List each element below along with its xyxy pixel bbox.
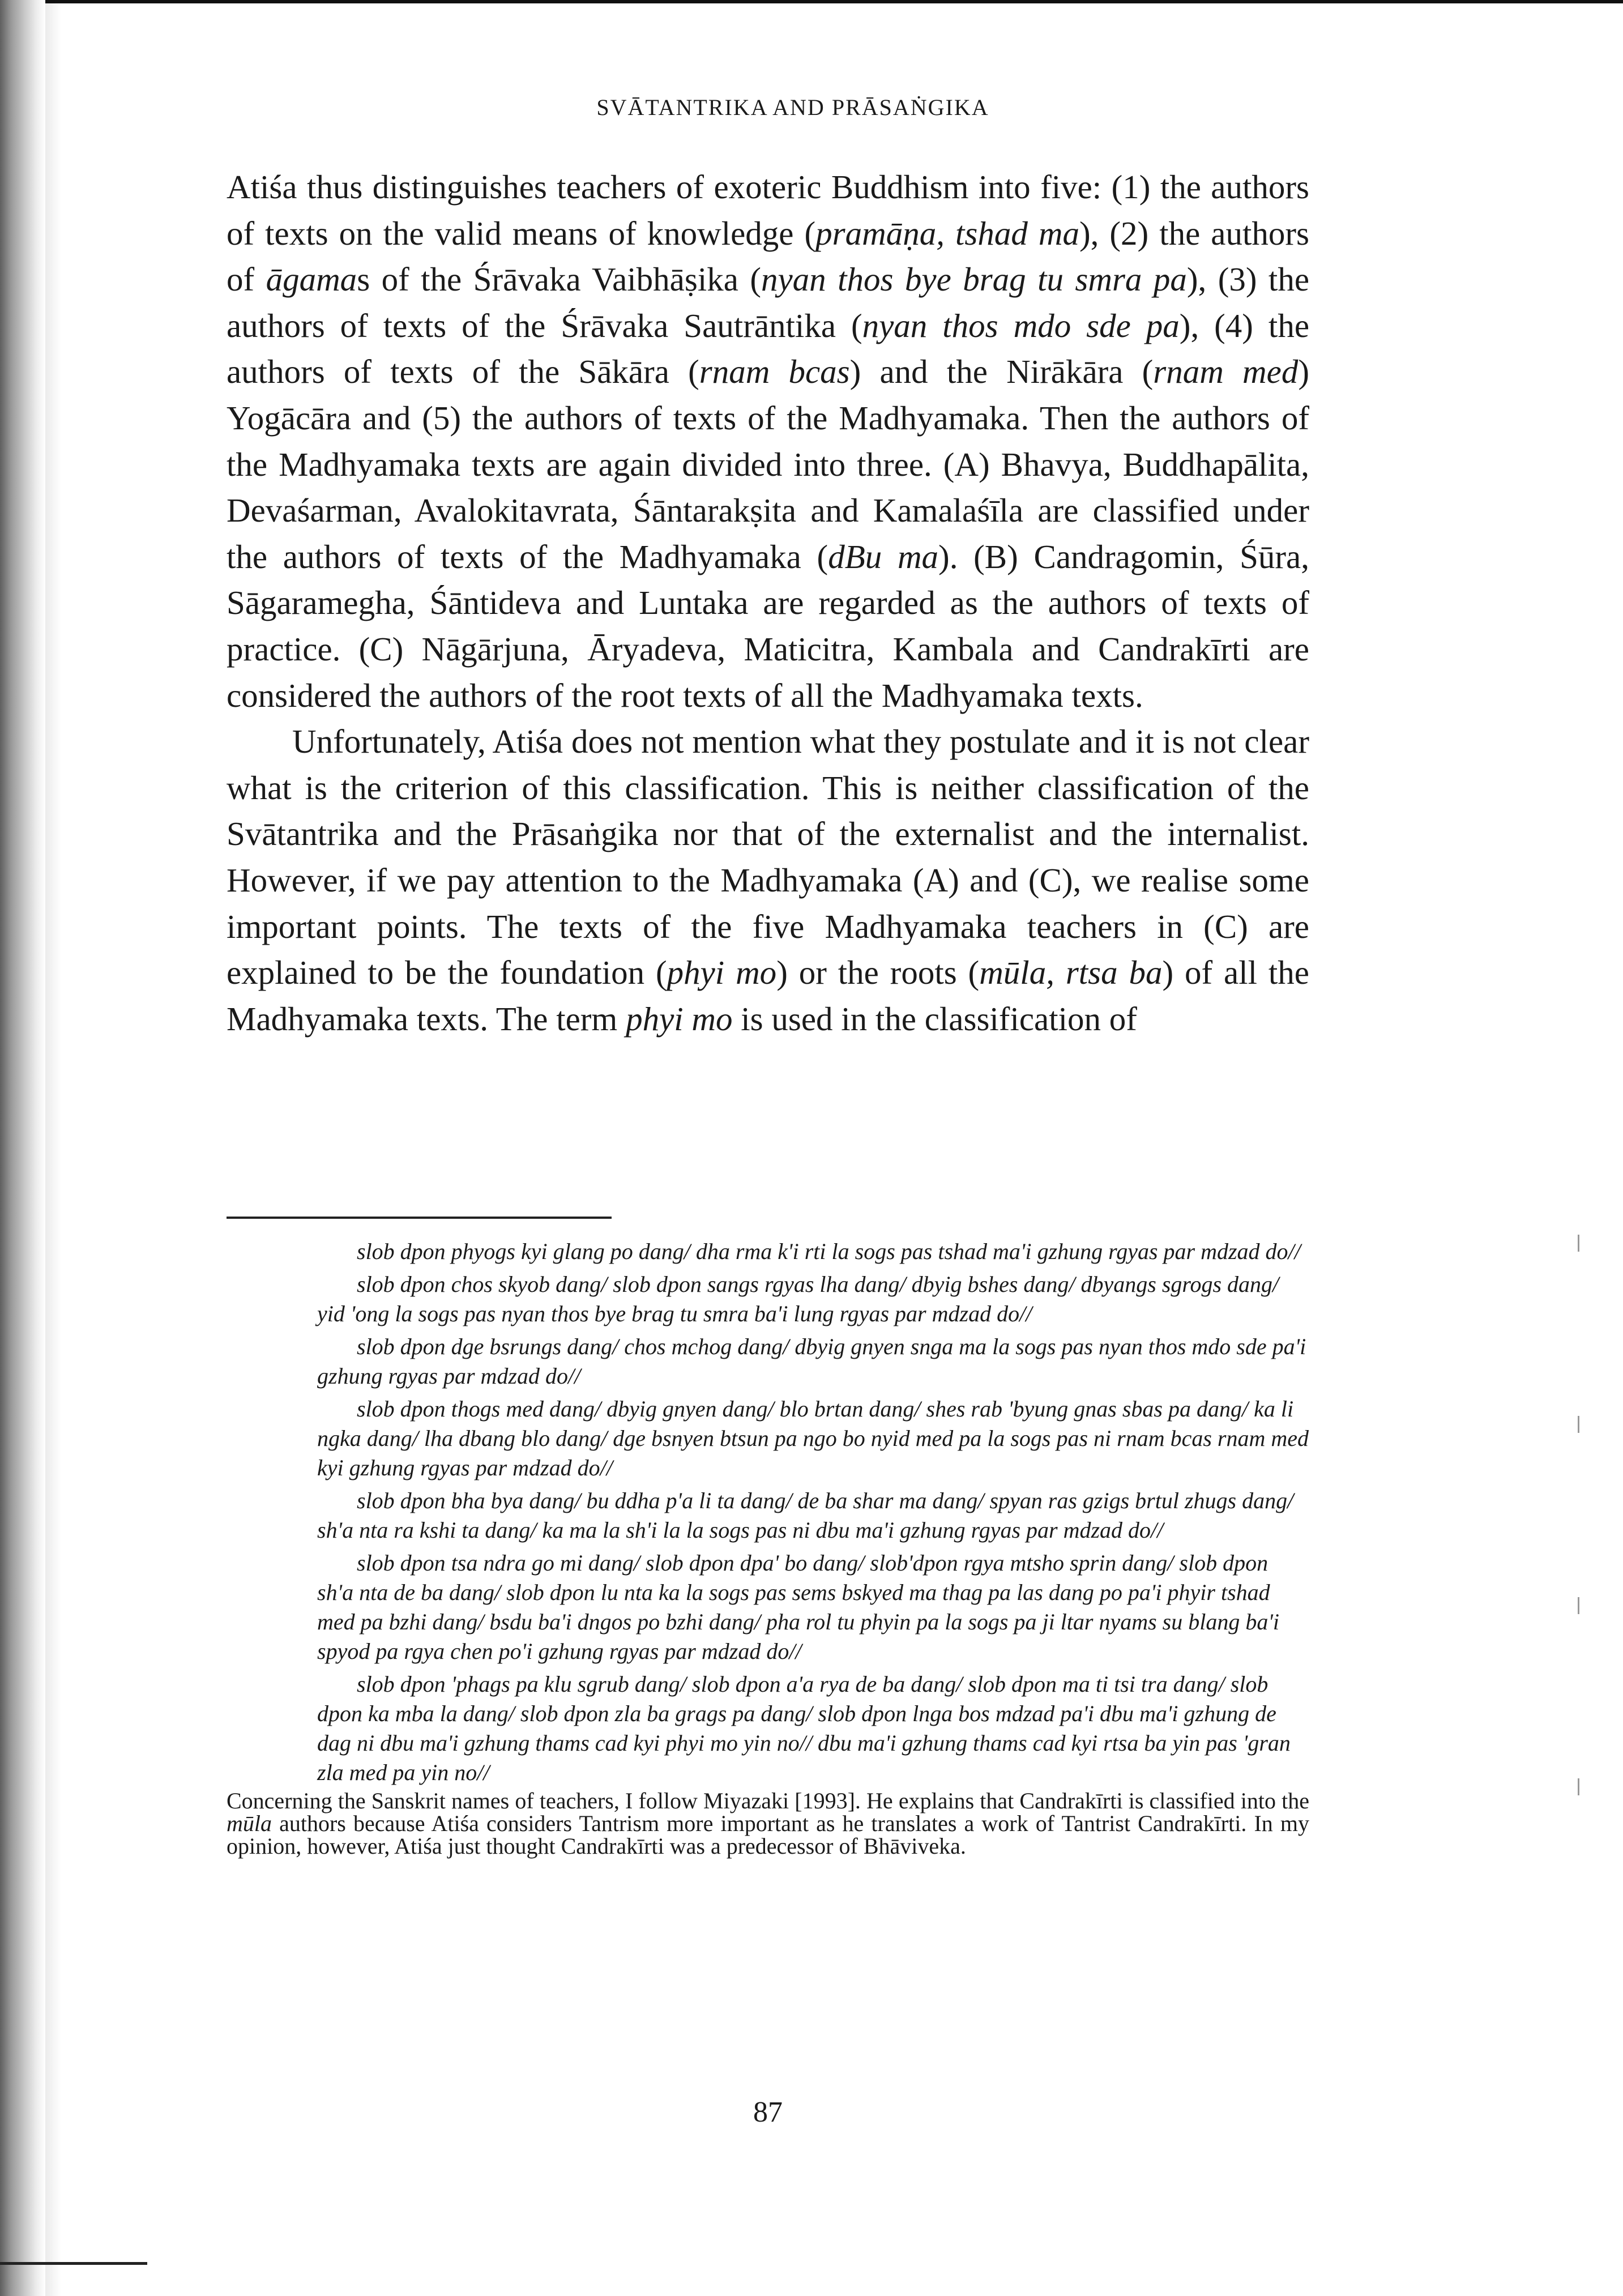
italic-term: nyan thos mdo sde pa bbox=[862, 306, 1180, 344]
italic-term: rnam med bbox=[1153, 353, 1299, 391]
running-head: SVĀTANTRIKA AND PRĀSAṄGIKA bbox=[596, 95, 989, 120]
scan-mark bbox=[1578, 1235, 1579, 1252]
text-run: ). (B) Candragomin, Śūra, Sāgaramegha, Śāntideva and Luntaka are regarded as the authors of texts of practice. (C) Nāgārjuna, Āryadeva, Maticitra, Kambala and Candrakīrti are considered the authors of the root texts of all the Madhyamaka texts. bbox=[227, 537, 1309, 714]
text-run: ), (3) the authors of texts of the Śrāvaka Sautrāntika ( bbox=[227, 261, 1310, 344]
italic-term: mūla bbox=[227, 1811, 272, 1836]
text-run: s of the Śrāvaka Vaibhāṣika ( bbox=[357, 261, 761, 298]
footnote-tibetan-entry: slob dpon phyogs kyi glang po dang/ dha rma k'i rti la sogs pas tshad ma'i gzhung rgyas par mdzad do// bbox=[357, 1239, 1301, 1264]
text-run: Unfortunately, Atiśa does not mention what they postulate and it is not clear what is the criterion of this classification. This is neither classification of the Svātantrika and the Prāsaṅgika nor that of the externalist and the internalist. However, if we pay attention to the Madhyamaka (A) and (C), we realise some important points. The texts of the five Madhyamaka teachers in (C) are explained to be the foundation ( bbox=[227, 723, 1309, 992]
footnote-tibetan-entry: slob dpon tsa ndra go mi dang/ slob dpon dpa' bo dang/ slob'dpon rgya mtsho sprin dang/ slob dpon sh'a nta de ba dang/ slob dpon lu nta ka la sogs pas sems bskyed ma thag pa las dang po pa'i phyir tshad med pa bzhi dang/ bsdu ba'i dngos po bzhi dang/ pha rol tu phyin pa la sogs pa ji ltar nyams su blang ba'i spyod pa rgya chen po'i gzhung rgyas par mdzad do// bbox=[317, 1550, 1280, 1664]
italic-term: dBu ma bbox=[828, 537, 939, 575]
scan-mark bbox=[1578, 1597, 1579, 1614]
page-number: 87 bbox=[753, 2096, 783, 2128]
paragraph-classification bbox=[227, 164, 1309, 719]
text-run: ) or the roots ( bbox=[776, 954, 980, 992]
text-run: ) and the Nirākāra ( bbox=[849, 353, 1154, 391]
italic-term: pramāṇa, tshad ma bbox=[815, 214, 1079, 252]
footnote-tibetan-entry: slob dpon 'phags pa klu sgrub dang/ slob dpon a'a rya de ba dang/ slob dpon ma ti tsi tra dang/ slob dpon ka mba la dang/ slob dpon zla ba grags pa dang/ slob dpon lnga bos mdzad pa'i dbu ma'i gzhung de dag ni dbu ma'i gzhung thams cad kyi phyi mo yin no// dbu ma'i gzhung thams cad kyi rtsa ba yin pas 'gran zla med pa yin no// bbox=[317, 1671, 1291, 1785]
italic-term: rnam bcas bbox=[699, 353, 850, 391]
footnote-tibetan-entry: slob dpon bha bya dang/ bu ddha p'a li ta dang/ de ba shar ma dang/ spyan ras gzigs brtul zhugs dang/ sh'a nta ra kshi ta dang/ ka ma la sh'i la la sogs pas ni dbu ma'i gzhung rgyas par mdzad do// bbox=[317, 1488, 1294, 1543]
main-text bbox=[227, 164, 1309, 1042]
footnote-rule bbox=[227, 1217, 612, 1219]
binding-gradient bbox=[45, 0, 61, 2296]
text-run: authors because Atiśa considers Tantrism more important as he translates a work of Tantrist Candrakīrti. In my opinion, however, Atiśa just thought Candrakīrti was a predecessor of Bhāviveka. bbox=[227, 1811, 1309, 1859]
italic-term: mūla, rtsa ba bbox=[979, 954, 1163, 992]
italic-term: nyan thos bye brag tu smra pa bbox=[761, 261, 1187, 298]
paragraph-criterion bbox=[227, 719, 1309, 1042]
italic-term: phyi mo bbox=[667, 954, 777, 992]
scan-top-edge bbox=[0, 0, 1623, 3]
text-run: ) of all the Madhyamaka texts. The term bbox=[227, 954, 1309, 1038]
text-run: ), (2) the authors of bbox=[227, 214, 1309, 298]
footnote-tibetan-entry: slob dpon thogs med dang/ dbyig gnyen dang/ blo brtan dang/ shes rab 'byung gnas sbas pa dang/ ka li ngka dang/ lha dbang blo dang/ dge bsnyen btsun pa ngo bo nyid med pa la sogs pas ni rnam bcas rnam med kyi gzhung rgyas par mdzad do// bbox=[317, 1396, 1309, 1480]
scan-mark bbox=[1578, 1778, 1579, 1795]
text-run: is used in the classification of bbox=[732, 1000, 1137, 1038]
scan-mark bbox=[1578, 1416, 1579, 1433]
italic-term: āgama bbox=[266, 261, 357, 298]
scan-bottom-edge bbox=[0, 2262, 147, 2265]
text-run: Concerning the Sanskrit names of teachers, I follow Miyazaki [1993]. He explains that Candrakīrti is classified into the bbox=[227, 1788, 1309, 1813]
footnote-english-note bbox=[227, 1790, 1309, 1858]
footnote bbox=[227, 1237, 1309, 1858]
scan-right-marks bbox=[1578, 1235, 1581, 2141]
footnote-tibetan-entry: slob dpon chos skyob dang/ slob dpon sangs rgyas lha dang/ dbyig bshes dang/ dbyangs sgrogs dang/ yid 'ong la sogs pas nyan thos bye brag tu smra ba'i lung rgyas par mdzad do// bbox=[317, 1271, 1279, 1326]
footnote-tibetan-entry: slob dpon dge bsrungs dang/ chos mchog dang/ dbyig gnyen snga ma la sogs pas nyan thos mdo sde pa'i gzhung rgyas par mdzad do// bbox=[317, 1334, 1306, 1389]
text-run: ) Yogācāra and (5) the authors of texts of the Madhyamaka. Then the authors of the Madhyamaka texts are again divided into three. (A) Bhavya, Buddhapālita, Devaśarman, Avalokitavrata, Śāntarakṣita and Kamalaśīla are classified under the authors of texts of the Madhyamaka ( bbox=[227, 353, 1309, 575]
text-run: ), (4) the authors of texts of the Sākāra ( bbox=[227, 306, 1310, 391]
italic-term: phyi mo bbox=[626, 1000, 733, 1038]
scan-binding-shadow bbox=[0, 0, 45, 2296]
text-run: Atiśa thus distinguishes teachers of exoteric Buddhism into five: (1) the authors of texts on the valid means of knowledge ( bbox=[227, 168, 1309, 252]
